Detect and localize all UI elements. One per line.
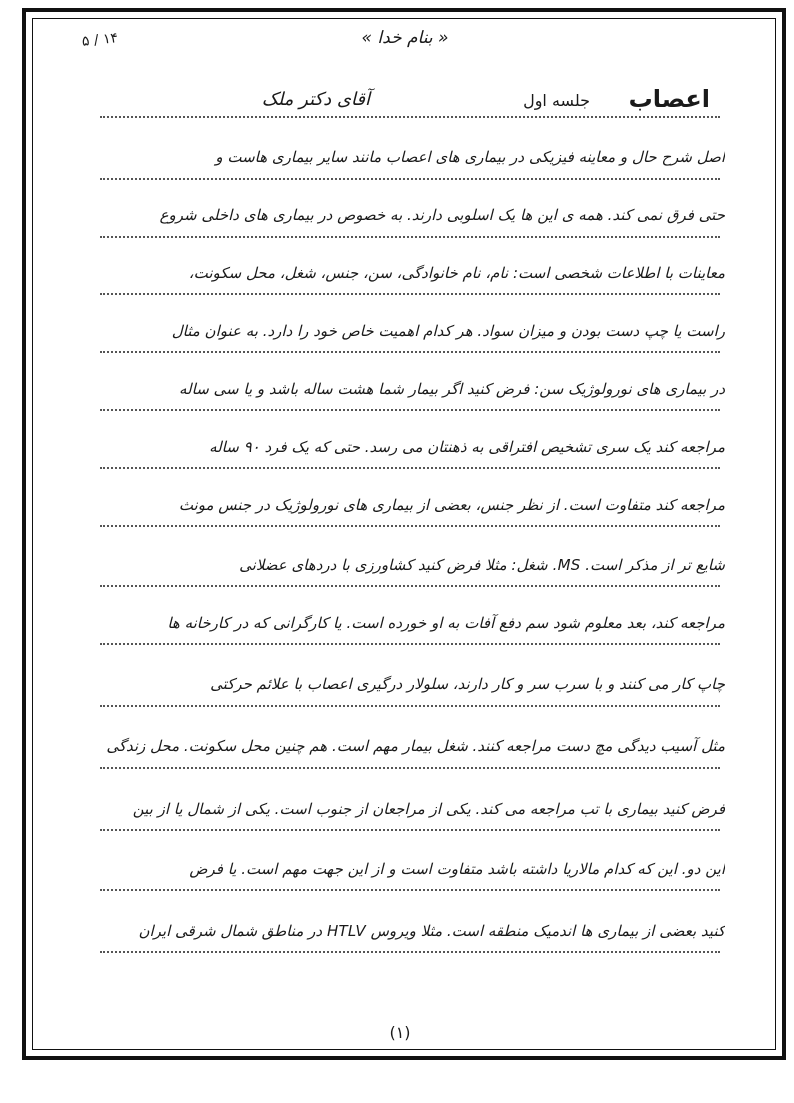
text-line: شایع تر از مذکر است. MS. شغل: مثلا فرض کنید کشاورزی با دردهای عضلانی <box>239 556 725 574</box>
subject-title: اعصاب <box>628 85 710 113</box>
ruled-line <box>100 351 720 353</box>
text-line: اصل شرح حال و معاینه فیزیکی در بیماری های اعصاب مانند سایر بیماری هاست و <box>215 148 725 166</box>
ruled-line <box>100 585 720 587</box>
ruled-line <box>100 767 720 769</box>
text-line: مثل آسیب دیدگی مچ دست مراجعه کنند. شغل بیمار مهم است. هم چنین محل سکونت. محل زندگی <box>106 737 725 755</box>
header-title: « بنام خدا » <box>361 28 449 48</box>
ruled-line <box>100 293 720 295</box>
header-date: ۱۴ / ۵ <box>81 30 119 50</box>
text-line: مراجعه کند، بعد معلوم شود سم دفع آفات به او خورده است. یا کارگرانی که در کارخانه ها <box>167 614 725 632</box>
text-line: فرض کنید بیماری با تب مراجعه می کند. یکی از مراجعان از جنوب است. یکی از شمال یا از بین <box>132 800 725 818</box>
text-line: مراجعه کند یک سری تشخیص افتراقی به ذهنتان می رسد. حتی که یک فرد ۹۰ ساله <box>209 438 725 456</box>
text-line: مراجعه کند متفاوت است. از نظر جنس، بعضی از بیماری های نورولوژیک در جنس مونث <box>178 496 725 514</box>
ruled-line <box>100 643 720 645</box>
text-line: راست یا چپ دست بودن و میزان سواد. هر کدام اهمیت خاص خود را دارد. به عنوان مثال <box>171 322 725 340</box>
ruled-line <box>100 829 720 831</box>
lecturer-name: آقای دکتر ملک <box>261 89 370 110</box>
text-line: این دو. این که کدام مالاریا داشته باشد متفاوت است و از این جهت مهم است. یا فرض <box>189 860 725 878</box>
session-label: جلسه اول <box>523 91 590 110</box>
ruled-line <box>100 951 720 953</box>
ruled-line <box>100 178 720 180</box>
ruled-line <box>100 467 720 469</box>
text-line: معاینات با اطلاعات شخصی است: نام، نام خانوادگی، سن، جنس، شغل، محل سکونت، <box>188 264 725 282</box>
text-line: حتی فرق نمی کند. همه ی این ها یک اسلوبی دارند. به خصوص در بیماری های داخلی شروع <box>159 206 725 224</box>
ruled-line <box>100 705 720 707</box>
text-line: در بیماری های نورولوژیک سن: فرض کنید اگر بیمار شما هشت ساله باشد و یا سی ساله <box>179 380 725 398</box>
text-line: چاپ کار می کنند و با سرب سر و کار دارند، سلولار درگیری اعصاب با علائم حرکتی <box>210 675 725 693</box>
ruled-line <box>100 409 720 411</box>
ruled-line <box>100 889 720 891</box>
ruled-line <box>100 236 720 238</box>
text-line: کنید بعضی از بیماری ها اندمیک منطقه است. مثلا ویروس HTLV در مناطق شمال شرقی ایران <box>138 922 725 940</box>
ruled-line <box>100 525 720 527</box>
page-number: (۱) <box>389 1023 411 1042</box>
